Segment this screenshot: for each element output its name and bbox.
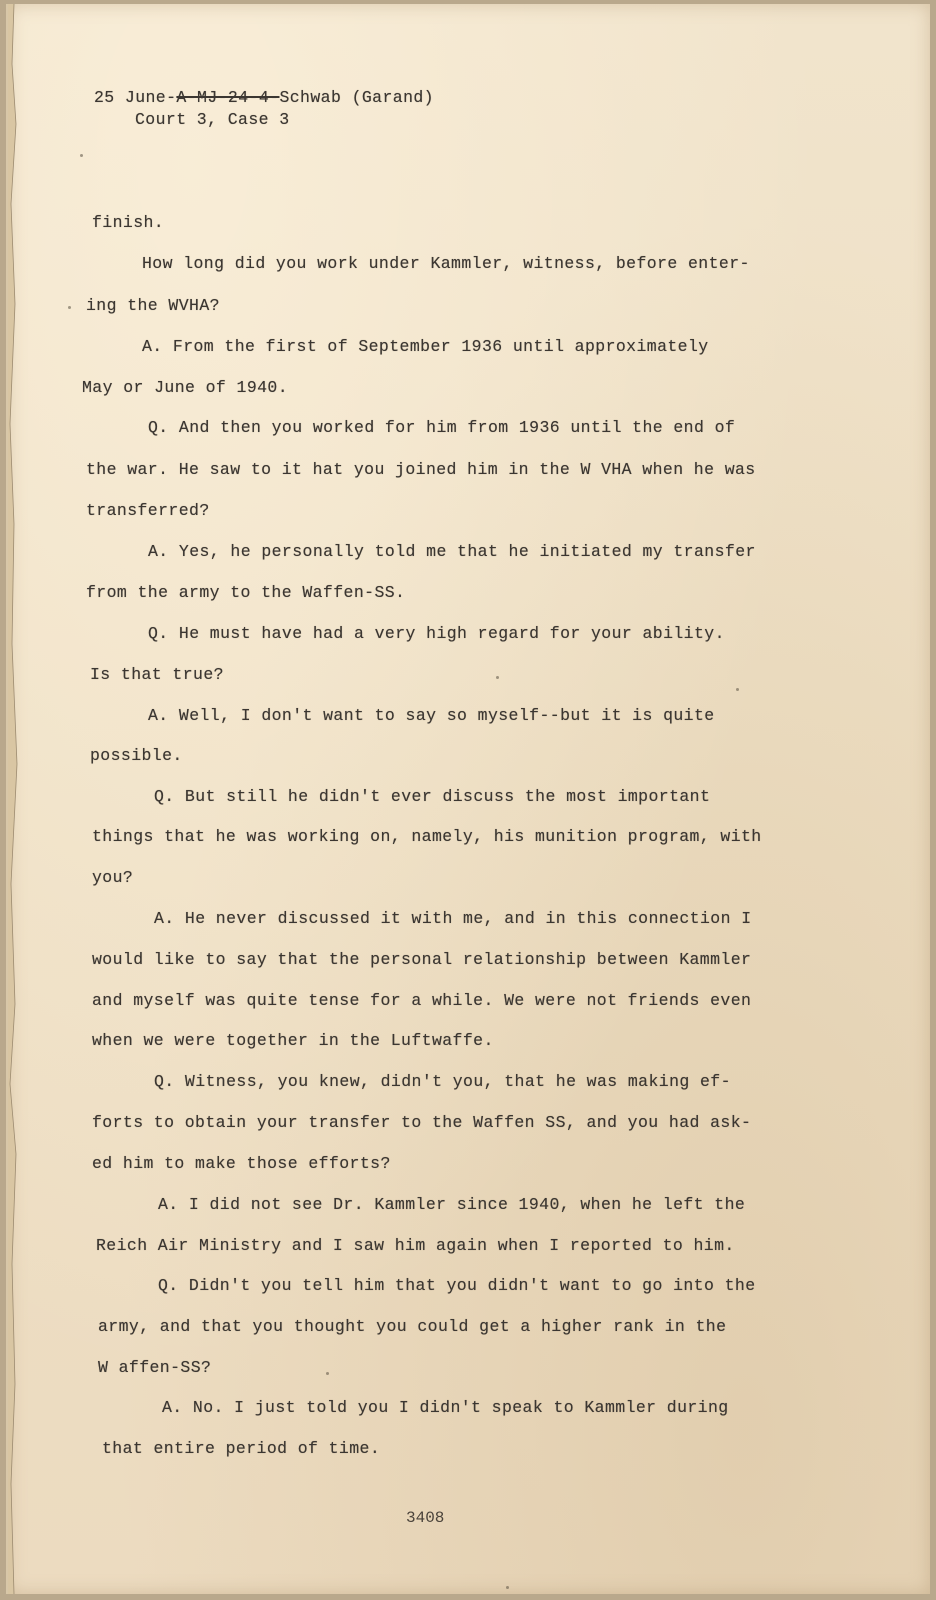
transcript-line: from the army to the Waffen-SS. [86, 583, 406, 602]
paper-speck [506, 1586, 509, 1589]
transcript-line: Q. He must have had a very high regard for your ability. [148, 624, 725, 643]
transcript-line: Reich Air Ministry and I saw him again when I reported to him. [96, 1236, 735, 1255]
transcript-line: Q. Witness, you knew, didn't you, that he was making ef- [154, 1072, 731, 1091]
transcript-line: A. From the first of September 1936 until approximately [142, 337, 709, 356]
transcript-line: Q. Didn't you tell him that you didn't want to go into the [158, 1276, 756, 1295]
page-number: 3408 [406, 1509, 445, 1527]
transcript-line: ing the WVHA? [86, 296, 220, 315]
header-witness: Schwab (Garand) [279, 88, 434, 107]
transcript-line: the war. He saw to it hat you joined him in the W VHA when he was [86, 460, 756, 479]
transcript-line: you? [92, 868, 134, 887]
transcript-line: How long did you work under Kammler, witness, before enter- [142, 254, 750, 273]
transcript-line: Q. And then you worked for him from 1936 until the end of [148, 418, 736, 437]
transcript-line: A. I did not see Dr. Kammler since 1940, when he left the [158, 1195, 746, 1214]
transcript-line: W affen-SS? [98, 1358, 212, 1377]
transcript-line: A. Well, I don't want to say so myself--but it is quite [148, 706, 715, 725]
document-page [6, 4, 930, 1594]
transcript-line: finish. [92, 213, 165, 232]
paper-speck [326, 1372, 329, 1375]
paper-speck [736, 688, 739, 691]
transcript-line: transferred? [86, 501, 210, 520]
transcript-line: and myself was quite tense for a while. We were not friends even [92, 991, 752, 1010]
transcript-line: A. He never discussed it with me, and in this connection I [154, 909, 752, 928]
torn-left-edge [8, 4, 22, 1594]
header-struck-reference: A-MJ-24-4- [176, 88, 280, 107]
transcript-line: would like to say that the personal relationship between Kammler [92, 950, 752, 969]
paper-speck [496, 676, 499, 679]
transcript-line: army, and that you thought you could get a higher rank in the [98, 1317, 727, 1336]
transcript-line: forts to obtain your transfer to the Waffen SS, and you had ask- [92, 1113, 752, 1132]
transcript-line: A. Yes, he personally told me that he initiated my transfer [148, 542, 756, 561]
transcript-line: things that he was working on, namely, his munition program, with [92, 827, 762, 846]
transcript-line: possible. [90, 746, 183, 765]
transcript-line: May or June of 1940. [82, 378, 289, 397]
paper-speck [68, 306, 71, 309]
transcript-line: Q. But still he didn't ever discuss the most important [154, 787, 711, 806]
transcript-line: that entire period of time. [102, 1439, 381, 1458]
transcript-line: when we were together in the Luftwaffe. [92, 1031, 494, 1050]
transcript-line: ed him to make those efforts? [92, 1154, 391, 1173]
transcript-line: A. No. I just told you I didn't speak to Kammler during [162, 1398, 729, 1417]
header-date: 25 June- [94, 88, 177, 107]
transcript-line: Is that true? [90, 665, 224, 684]
paper-speck [80, 154, 83, 157]
header-line-1 [94, 88, 434, 107]
header-court-case: Court 3, Case 3 [135, 110, 290, 129]
